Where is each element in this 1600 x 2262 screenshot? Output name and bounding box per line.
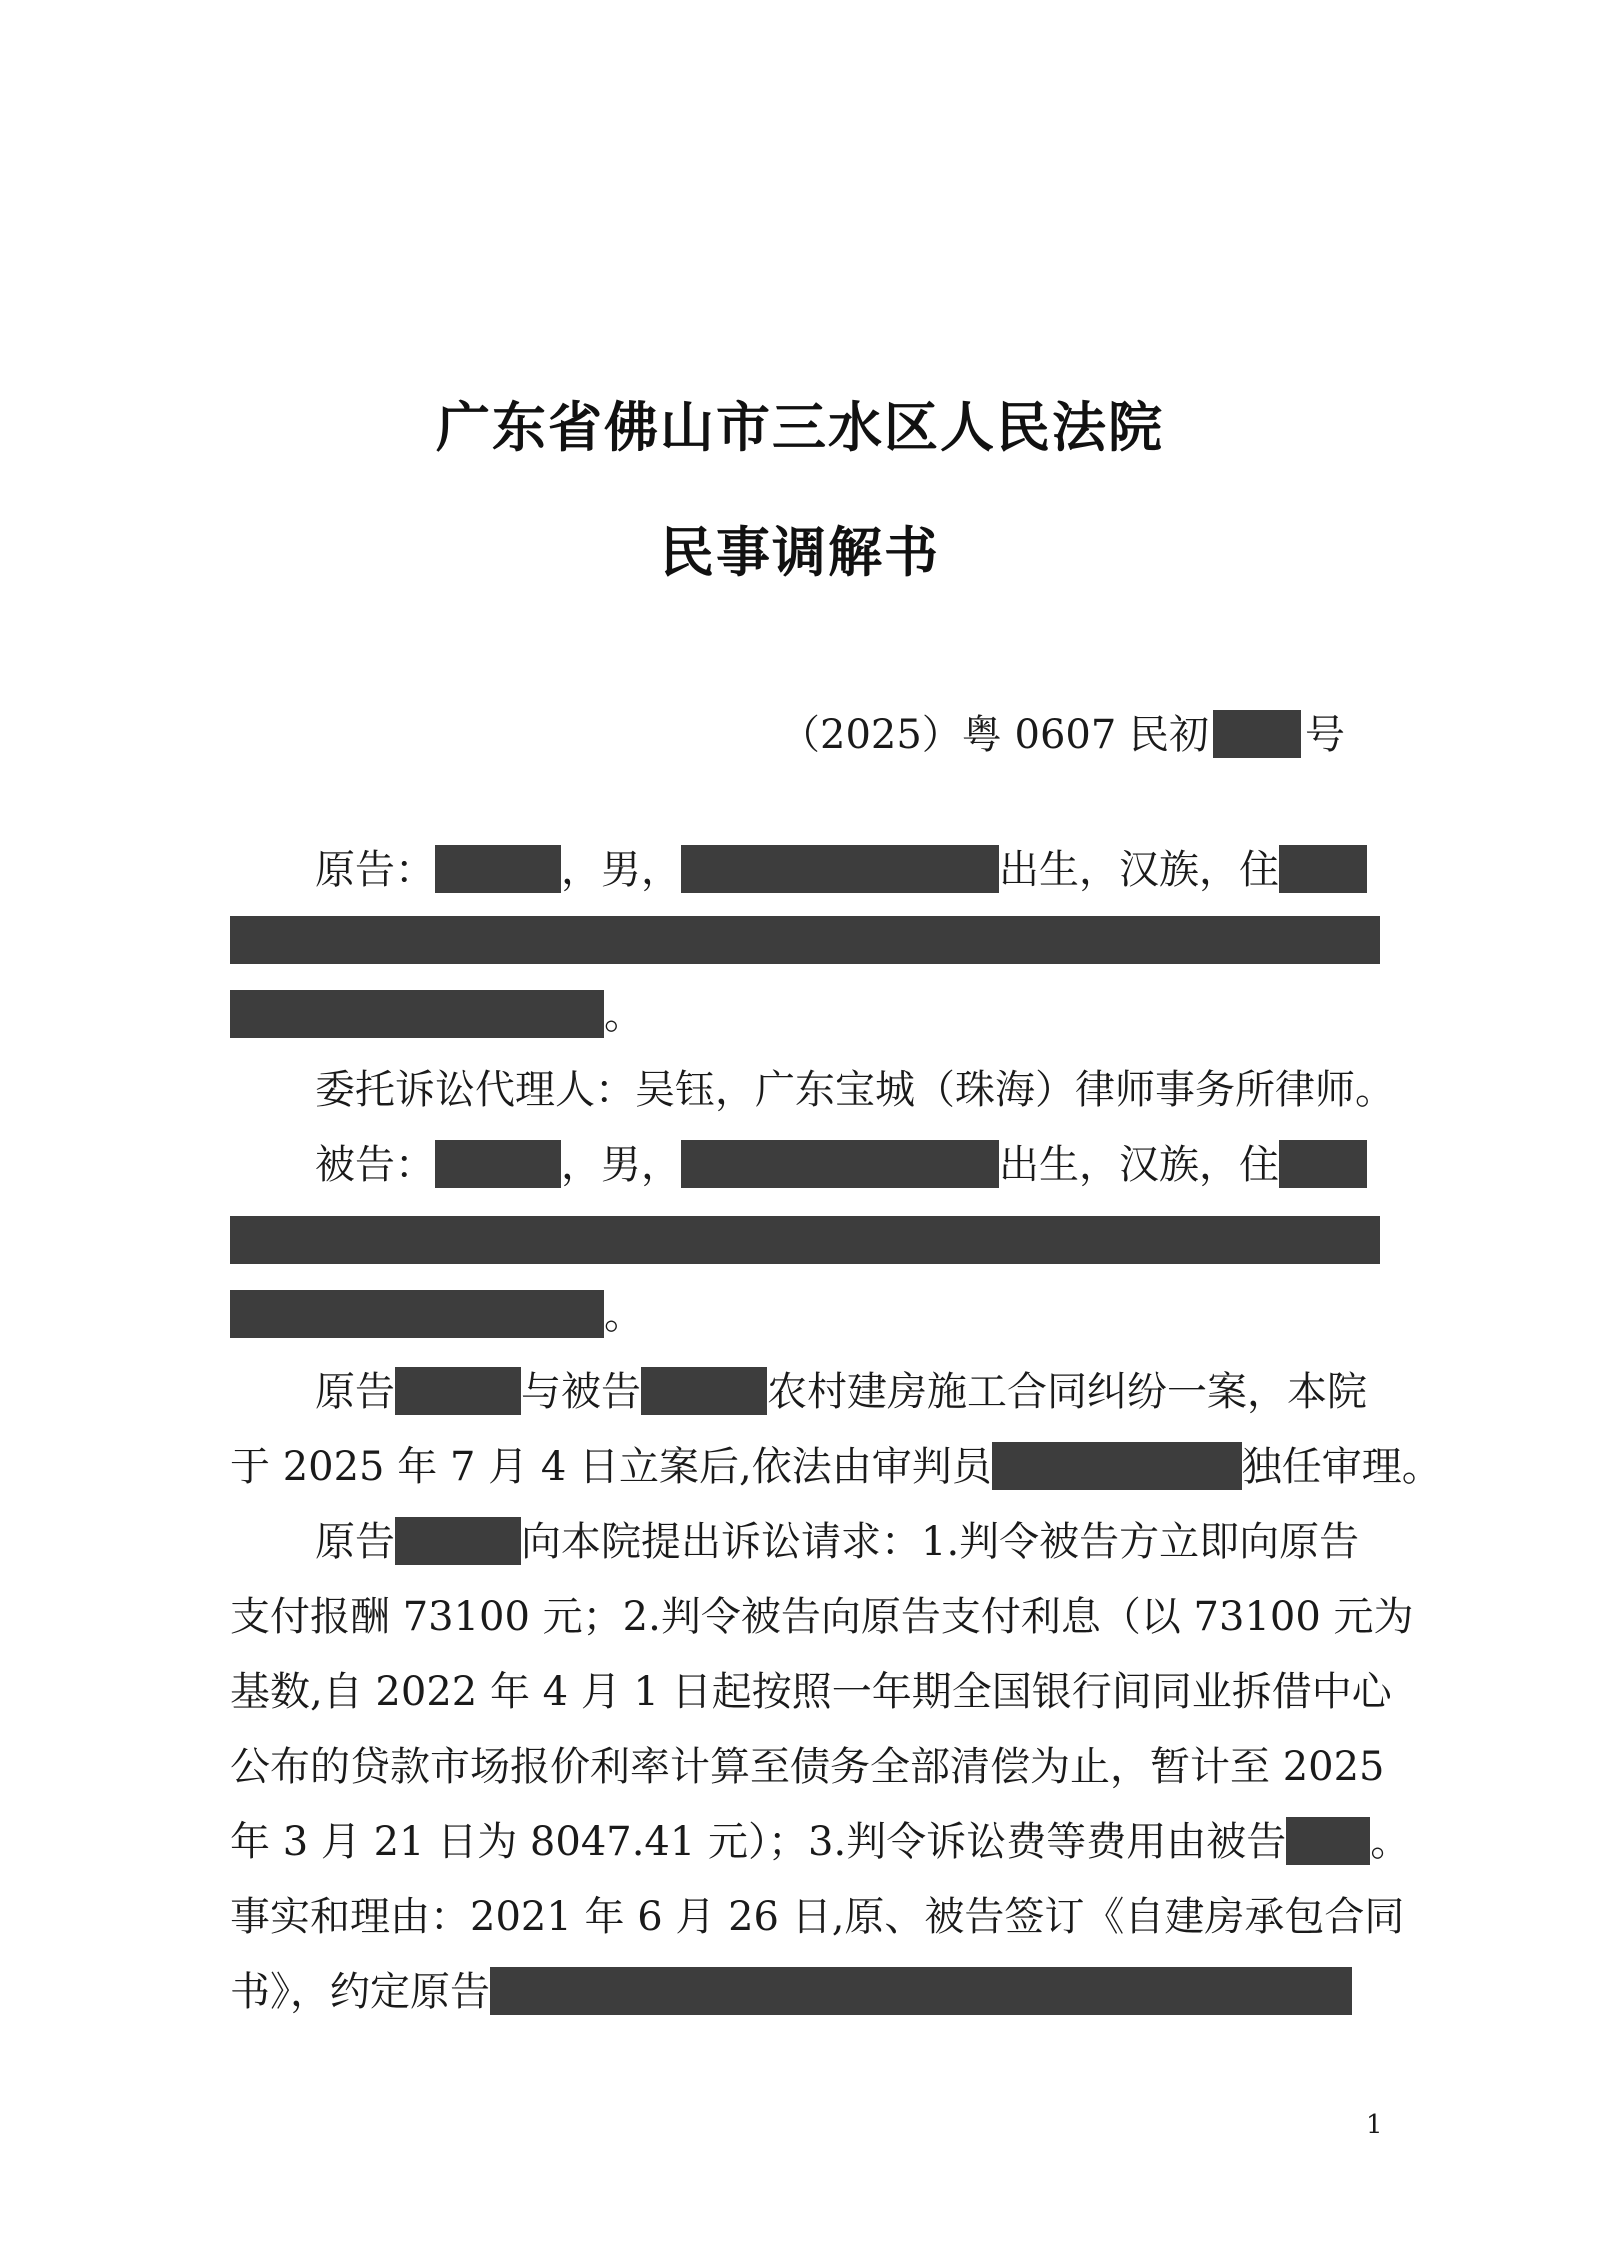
page-number: 1 [1366, 2110, 1383, 2140]
plaintiff-address-line [230, 910, 1380, 970]
paragraph-1-line-2 [230, 1437, 1442, 1497]
text: 书》，约定原告 [230, 1969, 490, 2015]
plaintiff-address-end [230, 985, 1380, 1045]
paragraph-3-line-2 [230, 1962, 1380, 2022]
paragraph-2-line-2 [230, 1587, 1414, 1647]
document-type: 民事调解书 [660, 521, 940, 584]
redaction [230, 916, 1380, 964]
case-number-prefix: （2025）粤 0607 民初 [780, 712, 1210, 758]
text: 农村建房施工合同纠纷一案，本院 [767, 1369, 1367, 1415]
redaction [435, 845, 561, 893]
plaintiff-line [230, 840, 1465, 900]
plaintiff-born: 出生，汉族，住 [999, 847, 1279, 893]
defendant-address-line [230, 1210, 1380, 1270]
redaction [230, 1216, 1380, 1264]
case-number-suffix: 号 [1305, 712, 1346, 758]
paragraph-2-line-1 [230, 1512, 1465, 1572]
defendant-born: 出生，汉族，住 [999, 1142, 1279, 1188]
text: 独任审理。 [1241, 1444, 1442, 1490]
redaction [395, 1517, 521, 1565]
agent-text: 委托诉讼代理人：吴钰，广东宝城（珠海）律师事务所律师。 [315, 1067, 1395, 1113]
court-name: 广东省佛山市三水区人民法院 [436, 396, 1164, 459]
text: 年 3 月 21 日为 8047.41 元）；3.判令诉讼费等费用由被告 [230, 1819, 1287, 1865]
redaction [490, 1967, 1352, 2015]
text: 与被告 [521, 1369, 641, 1415]
text: 公布的贷款市场报价利率计算至债务全部清偿为止，暂计至 2025 [230, 1744, 1385, 1790]
defendant-label: 被告： [315, 1142, 435, 1188]
text: 事实和理由：2021 年 6 月 26 日,原、被告签订《自建房承包合同 [230, 1894, 1405, 1940]
redaction [641, 1367, 767, 1415]
plaintiff-sex: ，男， [561, 847, 681, 893]
text: 支付报酬 73100 元；2.判令被告向原告支付利息（以 73100 元为 [230, 1594, 1414, 1640]
paragraph-2-line-5 [230, 1812, 1411, 1872]
plaintiff-label: 原告： [315, 847, 435, 893]
defendant-end: 。 [604, 1292, 644, 1338]
redaction [681, 845, 999, 893]
redaction [230, 990, 604, 1038]
redaction [230, 1290, 604, 1338]
text: 于 2025 年 7 月 4 日立案后,依法由审判员 [230, 1444, 992, 1490]
defendant-address-end [230, 1285, 1380, 1345]
text: 向本院提出诉讼请求：1.判令被告方立即向原告 [521, 1519, 1360, 1565]
text: 基数,自 2022 年 4 月 1 日起按照一年期全国银行间同业拆借中心 [230, 1669, 1392, 1715]
redaction [1279, 845, 1367, 893]
redaction [992, 1442, 1242, 1490]
plaintiff-end: 。 [604, 992, 644, 1038]
text: 原告 [315, 1519, 395, 1565]
paragraph-3-line-1 [230, 1887, 1405, 1947]
paragraph-2-line-4 [230, 1737, 1385, 1797]
paragraph-1-line-1 [230, 1362, 1465, 1422]
redaction [395, 1367, 521, 1415]
redaction [1286, 1817, 1370, 1865]
redaction [1279, 1140, 1367, 1188]
agent-line [230, 1060, 1465, 1120]
text: 原告 [315, 1369, 395, 1415]
redaction [435, 1140, 561, 1188]
redaction [681, 1140, 999, 1188]
redaction [1213, 710, 1301, 758]
defendant-line [230, 1135, 1465, 1195]
text: 。 [1370, 1819, 1411, 1865]
defendant-sex: ，男， [561, 1142, 681, 1188]
case-number [780, 705, 1345, 765]
paragraph-2-line-3 [230, 1662, 1392, 1722]
